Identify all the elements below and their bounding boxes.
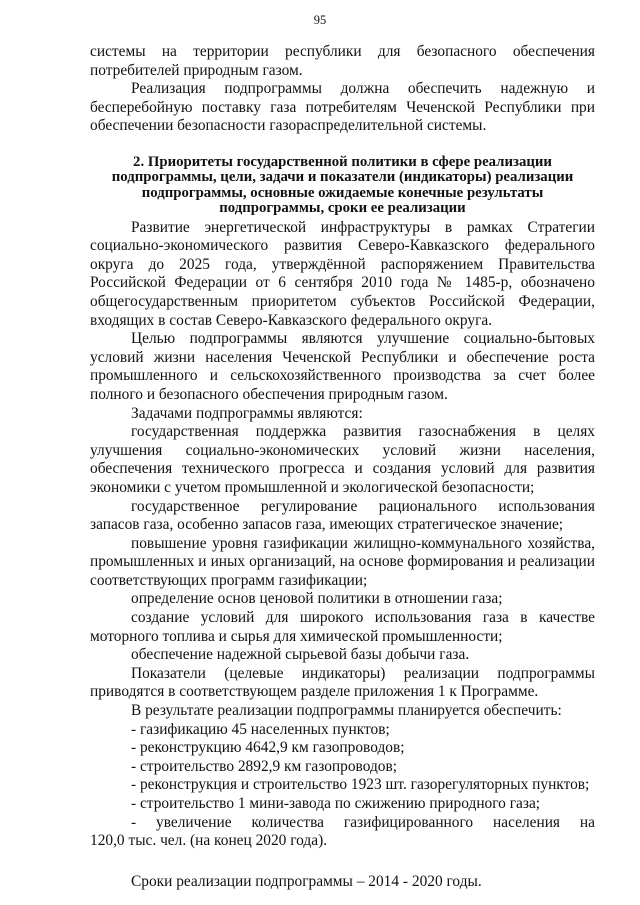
intro-continuation-paragraph: системы на территории республики для безопасного обеспечения потребителей природным газом. (90, 43, 595, 79)
population-result-continuation: 120,0 тыс. чел. (на конец 2020 года). (90, 832, 328, 850)
task-item: государственная поддержка развития газоснабжения в целях улучшения социально-экономических условий жизни населения, обеспечения технического прогресса и создания условий для развития экономики с учетом промышленной и экологической безопасности; (90, 423, 595, 496)
document-body (90, 43, 595, 891)
population-result-item: - увеличение количества газифицированного населения на (131, 813, 595, 831)
result-item: - газификацию 45 населенных пунктов; (131, 720, 390, 738)
task-item: определение основ ценовой политики в отношении газа; (131, 590, 503, 608)
section-heading: 2. Приоритеты государственной политики в сфере реализации подпрограммы, цели, задачи и показатели (индикаторы) реализации подпрограммы, основные ожидаемые конечные результаты подпрограммы, сроки ее реализации (111, 153, 574, 217)
goal-paragraph: Целью подпрограммы являются улучшение социально-бытовых условий жизни населения Чеченской Республики и обеспечение роста промышленного и сельскохозяйственного производства за счет более полного и безопасного обеспечения природным газом. (90, 330, 595, 403)
tasks-intro-paragraph: Задачами подпрограммы являются: (131, 404, 363, 422)
task-item: повышение уровня газификации жилищно-коммунального хозяйства, промышленных и иных организаций, на основе формирования и реализации соответствующих программ газификации; (90, 534, 595, 589)
result-item: - реконструкция и строительство 1923 шт. газорегуляторных пунктов; (131, 776, 590, 794)
results-intro-paragraph: В результате реализации подпрограммы планируется обеспечить: (131, 702, 562, 720)
development-paragraph: Развитие энергетической инфраструктуры в рамках Стратегии социально-экономического развития Северо-Кавказского федерального округа до 2025 года, утверждённой распоряжением Правительства Российской Федерации от 6 сентября 2010 года № 1485-р, обозначено общегосударственным приоритетом субъектов Российской Федерации, входящих в состав Северо-Кавказского федерального округа. (90, 218, 595, 329)
page-number: 95 (313, 13, 327, 27)
result-item: - строительство 1 мини-завода по сжижению природного газа; (131, 795, 541, 812)
indicators-paragraph: Показатели (целевые индикаторы) реализации подпрограммы приводятся в соответствующем разделе приложения 1 к Программе. (90, 664, 595, 701)
result-item: - строительство 2892,9 км газопроводов; (131, 757, 398, 775)
task-item: создание условий для широкого использования газа в качестве моторного топлива и сырья для химической промышленности; (90, 609, 595, 645)
implementation-paragraph: Реализация подпрограммы должна обеспечить надежную и бесперебойную поставку газа потребителям Чеченской Республики при обеспечении безопасности газораспределительной системы. (90, 80, 595, 135)
implementation-terms: Сроки реализации подпрограммы – 2014 - 2020 годы. (131, 872, 482, 890)
task-item: государственное регулирование рационального использования запасов газа, особенно запасов газа, имеющих стратегическое значение; (90, 497, 595, 534)
result-item: - реконструкцию 4642,9 км газопроводов; (131, 739, 405, 757)
task-item: обеспечение надежной сырьевой базы добычи газа. (131, 646, 470, 664)
